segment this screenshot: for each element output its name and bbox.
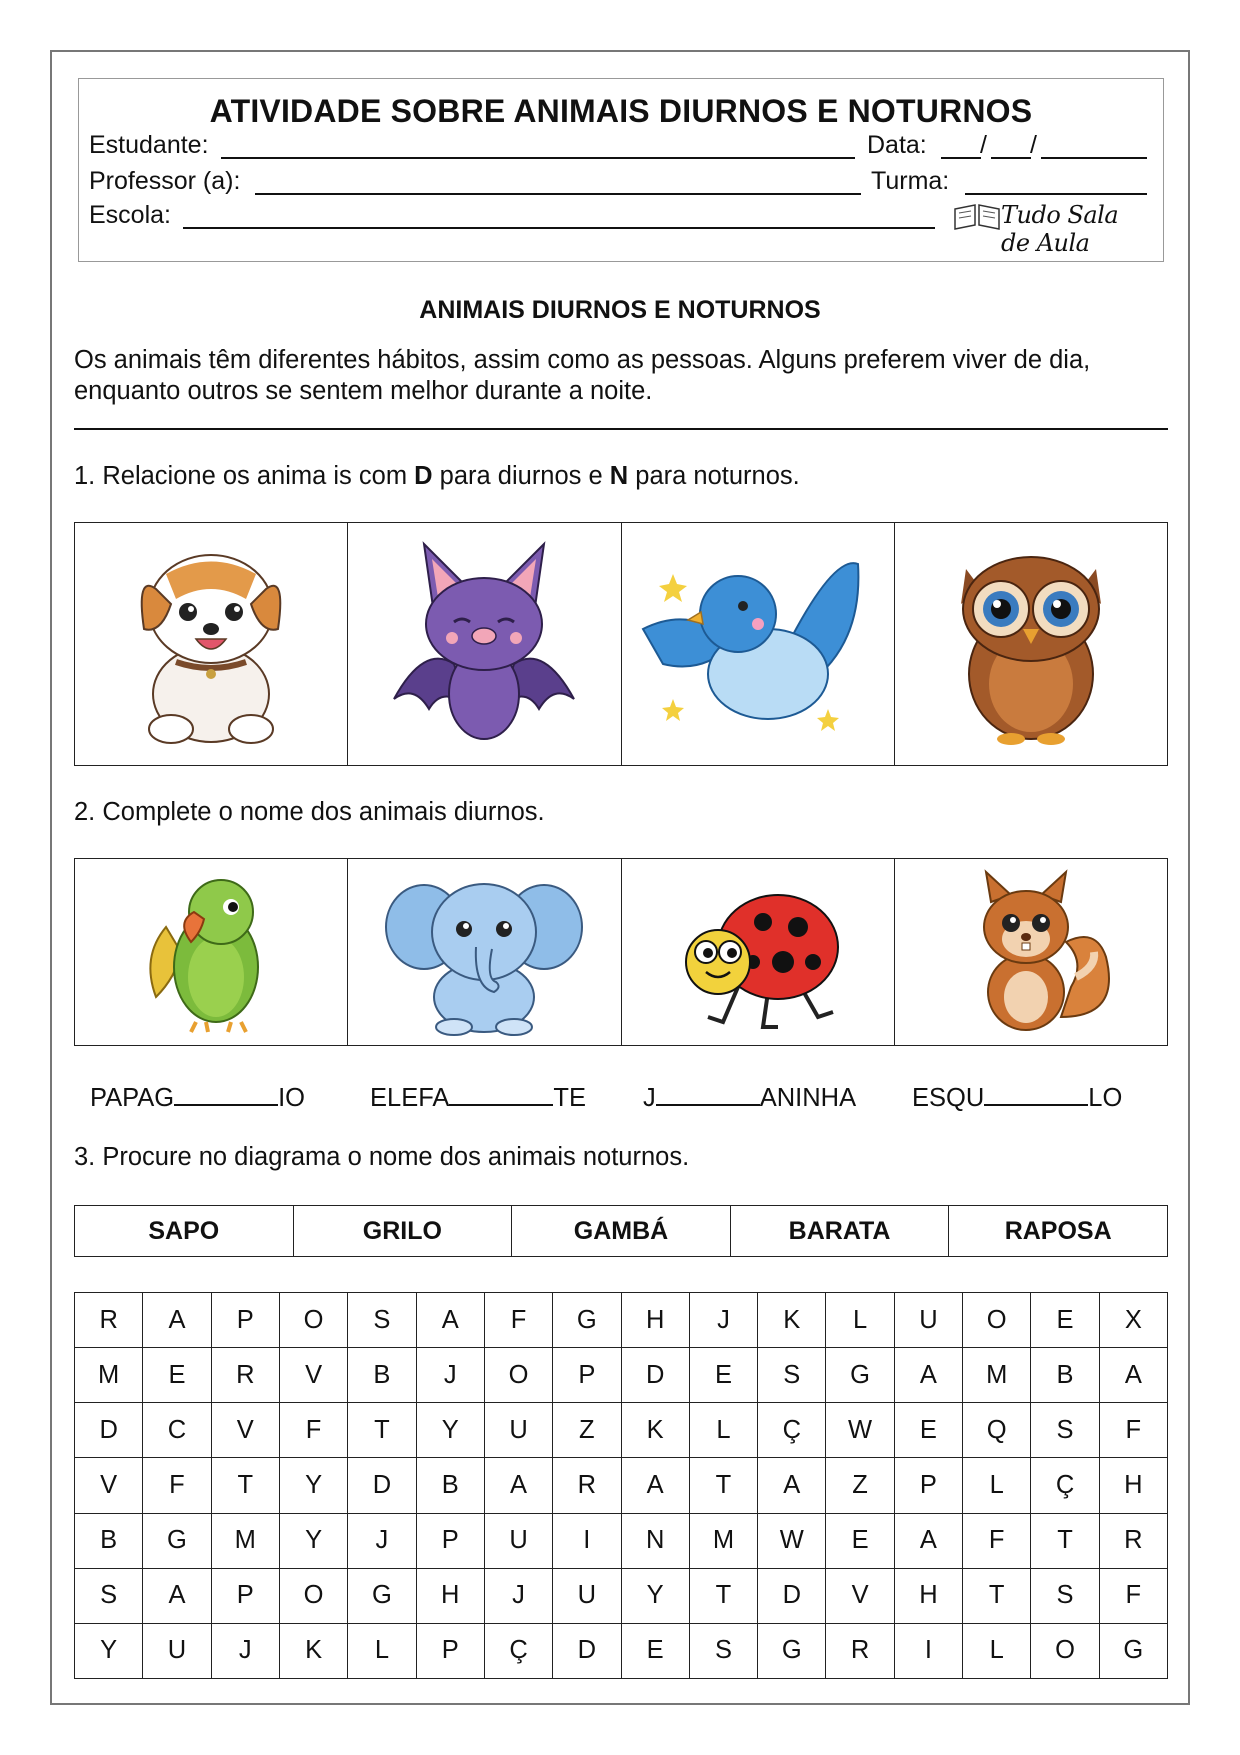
grid-cell[interactable]: U xyxy=(484,1513,552,1568)
date-label: Data: xyxy=(867,131,927,159)
fill-in-line[interactable] xyxy=(174,1082,278,1106)
word-after: ANINHA xyxy=(759,1084,857,1112)
grid-row xyxy=(75,1348,1168,1403)
grid-cell[interactable]: A xyxy=(1099,1348,1167,1403)
grid-cell[interactable]: K xyxy=(621,1403,689,1458)
grid-cell[interactable]: G xyxy=(553,1293,621,1348)
grid-row xyxy=(75,1293,1168,1348)
grid-cell[interactable]: P xyxy=(211,1568,279,1623)
grid-cell[interactable]: E xyxy=(143,1348,211,1403)
grid-cell[interactable]: G xyxy=(758,1623,826,1678)
grid-cell[interactable]: F xyxy=(143,1458,211,1513)
grid-cell[interactable]: J xyxy=(348,1513,416,1568)
grid-cell[interactable]: A xyxy=(894,1513,962,1568)
school-line[interactable] xyxy=(183,227,935,229)
question-3: 3. Procure no diagrama o nome dos animais noturnos. xyxy=(74,1143,690,1171)
fill-in-line[interactable] xyxy=(656,1082,760,1106)
grid-cell[interactable]: E xyxy=(621,1623,689,1678)
word-before: J xyxy=(643,1084,656,1112)
grid-cell[interactable]: Y xyxy=(416,1403,484,1458)
grid-cell[interactable]: G xyxy=(348,1568,416,1623)
grid-cell[interactable]: I xyxy=(894,1623,962,1678)
grid-cell[interactable]: V xyxy=(826,1568,894,1623)
grid-cell[interactable]: G xyxy=(826,1348,894,1403)
grid-cell[interactable]: M xyxy=(75,1348,143,1403)
grid-cell[interactable]: D xyxy=(75,1403,143,1458)
teacher-label: Professor (a): xyxy=(89,167,241,195)
grid-cell[interactable]: P xyxy=(416,1513,484,1568)
grid-cell[interactable]: H xyxy=(621,1293,689,1348)
fill-in-line[interactable] xyxy=(449,1082,553,1106)
q1-mid: para diurnos e xyxy=(432,462,610,490)
grid-cell[interactable]: U xyxy=(553,1568,621,1623)
word-before: ESQU xyxy=(912,1084,985,1112)
word-blank-papagaio xyxy=(90,1082,305,1113)
grid-cell[interactable]: K xyxy=(758,1293,826,1348)
student-label: Estudante: xyxy=(89,131,209,159)
grid-cell[interactable]: K xyxy=(279,1623,347,1678)
grid-cell[interactable]: D xyxy=(348,1458,416,1513)
q1-cell-bluebird[interactable] xyxy=(622,523,895,765)
grid-cell[interactable]: M xyxy=(211,1513,279,1568)
grid-cell[interactable]: L xyxy=(689,1403,757,1458)
tudo-sala-de-aula-logo xyxy=(953,199,1143,257)
word-blank-joaninha xyxy=(643,1082,856,1113)
grid-cell[interactable]: D xyxy=(621,1348,689,1403)
grid-cell[interactable]: F xyxy=(484,1293,552,1348)
grid-cell[interactable]: U xyxy=(143,1623,211,1678)
grid-cell[interactable]: T xyxy=(348,1403,416,1458)
grid-cell[interactable]: Z xyxy=(553,1403,621,1458)
grid-cell[interactable]: P xyxy=(416,1623,484,1678)
grid-cell[interactable]: G xyxy=(143,1513,211,1568)
puppy-illustration xyxy=(116,534,306,754)
grid-cell[interactable]: L xyxy=(963,1458,1031,1513)
grid-cell[interactable]: V xyxy=(279,1348,347,1403)
date-month-line[interactable] xyxy=(991,157,1031,159)
grid-row xyxy=(75,1568,1168,1623)
grid-cell[interactable]: H xyxy=(416,1568,484,1623)
grid-cell[interactable]: I xyxy=(553,1513,621,1568)
grid-cell[interactable]: O xyxy=(484,1348,552,1403)
q2-cell-elephant[interactable] xyxy=(348,859,621,1045)
header-box xyxy=(78,78,1164,262)
word-after: TE xyxy=(553,1084,586,1112)
grid-cell[interactable]: V xyxy=(211,1403,279,1458)
grid-cell[interactable]: T xyxy=(1031,1513,1099,1568)
q1-suffix: para noturnos. xyxy=(628,462,800,490)
grid-cell[interactable]: A xyxy=(484,1458,552,1513)
grid-cell[interactable]: D xyxy=(553,1623,621,1678)
grid-cell[interactable]: M xyxy=(963,1348,1031,1403)
class-label: Turma: xyxy=(871,167,950,195)
grid-cell[interactable]: B xyxy=(348,1348,416,1403)
grid-cell[interactable]: U xyxy=(484,1403,552,1458)
grid-cell[interactable]: X xyxy=(1099,1293,1167,1348)
q2-cell-squirrel[interactable] xyxy=(895,859,1167,1045)
grid-cell[interactable]: R xyxy=(553,1458,621,1513)
grid-cell[interactable]: S xyxy=(1031,1568,1099,1623)
grid-row xyxy=(75,1513,1168,1568)
q2-word-blanks xyxy=(74,1082,1168,1118)
grid-cell[interactable]: O xyxy=(1031,1623,1099,1678)
grid-cell[interactable]: O xyxy=(279,1568,347,1623)
grid-cell[interactable]: Ç xyxy=(1031,1458,1099,1513)
bluebird-illustration xyxy=(633,534,883,754)
elephant-illustration xyxy=(384,867,584,1037)
grid-cell[interactable]: J xyxy=(689,1293,757,1348)
grid-cell[interactable]: V xyxy=(75,1458,143,1513)
question-2: 2. Complete o nome dos animais diurnos. xyxy=(74,798,545,826)
worksheet-title: ATIVIDADE SOBRE ANIMAIS DIURNOS E NOTURNOS xyxy=(209,93,1033,129)
bat-illustration xyxy=(374,534,594,754)
word-after: IO xyxy=(278,1084,306,1112)
date-day-line[interactable] xyxy=(941,157,981,159)
word-search-grid xyxy=(74,1292,1168,1679)
q1-cell-owl[interactable] xyxy=(895,523,1167,765)
grid-cell[interactable]: E xyxy=(826,1513,894,1568)
intro-text: Os animais têm diferentes hábitos, assim como as pessoas. Alguns preferem viver de dia, enquanto outros se sentem melhor durante a noite. xyxy=(74,346,1091,405)
grid-cell[interactable]: Y xyxy=(75,1623,143,1678)
grid-cell[interactable]: D xyxy=(758,1568,826,1623)
student-line[interactable] xyxy=(221,157,855,159)
grid-cell[interactable]: A xyxy=(758,1458,826,1513)
grid-cell[interactable]: J xyxy=(484,1568,552,1623)
grid-cell[interactable]: T xyxy=(963,1568,1031,1623)
grid-cell[interactable]: J xyxy=(211,1623,279,1678)
grid-cell[interactable]: H xyxy=(1099,1458,1167,1513)
grid-cell[interactable]: B xyxy=(75,1513,143,1568)
grid-cell[interactable]: U xyxy=(894,1293,962,1348)
grid-cell[interactable]: L xyxy=(963,1623,1031,1678)
squirrel-illustration xyxy=(946,867,1116,1037)
grid-cell[interactable]: T xyxy=(689,1568,757,1623)
logo-text: Tudo Sala de Aula xyxy=(1001,201,1119,257)
grid-cell[interactable]: A xyxy=(621,1458,689,1513)
grid-cell[interactable]: R xyxy=(826,1623,894,1678)
grid-cell[interactable]: F xyxy=(279,1403,347,1458)
word-list-item: GAMBÁ xyxy=(512,1206,731,1257)
q1-image-row xyxy=(74,522,1168,766)
word-list-item: RAPOSA xyxy=(949,1206,1168,1257)
grid-cell[interactable]: Y xyxy=(279,1458,347,1513)
q1-n: N xyxy=(609,462,629,490)
section-title: ANIMAIS DIURNOS E NOTURNOS xyxy=(419,296,821,324)
grid-cell[interactable]: R xyxy=(75,1293,143,1348)
grid-cell[interactable]: M xyxy=(689,1513,757,1568)
grid-cell[interactable]: E xyxy=(689,1348,757,1403)
date-slash: / xyxy=(1030,131,1037,159)
grid-cell[interactable]: G xyxy=(1099,1623,1167,1678)
grid-cell[interactable]: F xyxy=(963,1513,1031,1568)
grid-cell[interactable]: P xyxy=(894,1458,962,1513)
grid-cell[interactable]: S xyxy=(348,1293,416,1348)
grid-cell[interactable]: F xyxy=(1099,1403,1167,1458)
teacher-line[interactable] xyxy=(255,193,861,195)
q1-cell-puppy[interactable] xyxy=(75,523,348,765)
word-blank-elefante xyxy=(370,1082,586,1113)
word-list-table xyxy=(74,1205,1168,1257)
grid-cell[interactable]: S xyxy=(758,1348,826,1403)
q2-cell-parrot[interactable] xyxy=(75,859,348,1045)
q1-prefix: 1. Relacione os anima is com xyxy=(74,462,415,490)
grid-cell[interactable]: J xyxy=(416,1348,484,1403)
q2-image-row xyxy=(74,858,1168,1046)
word-after: LO xyxy=(1088,1084,1123,1112)
grid-cell[interactable]: Q xyxy=(963,1403,1031,1458)
school-label: Escola: xyxy=(89,201,171,229)
grid-cell[interactable]: Y xyxy=(279,1513,347,1568)
ladybug-illustration xyxy=(668,867,848,1037)
grid-cell[interactable]: Ç xyxy=(758,1403,826,1458)
word-list-item: BARATA xyxy=(730,1206,949,1257)
grid-cell[interactable]: E xyxy=(894,1403,962,1458)
word-before: PAPAG xyxy=(90,1084,175,1112)
grid-cell[interactable]: Y xyxy=(621,1568,689,1623)
grid-cell[interactable]: W xyxy=(826,1403,894,1458)
grid-cell[interactable]: S xyxy=(75,1568,143,1623)
grid-cell[interactable]: S xyxy=(1031,1403,1099,1458)
word-blank-esquilo xyxy=(912,1082,1122,1113)
grid-cell[interactable]: P xyxy=(211,1293,279,1348)
grid-cell[interactable]: A xyxy=(143,1568,211,1623)
date-slash: / xyxy=(980,131,987,159)
grid-cell[interactable]: O xyxy=(963,1293,1031,1348)
grid-cell[interactable]: L xyxy=(826,1293,894,1348)
question-1 xyxy=(74,462,800,491)
grid-cell[interactable]: O xyxy=(279,1293,347,1348)
word-list-item: SAPO xyxy=(75,1206,294,1257)
grid-cell[interactable]: L xyxy=(348,1623,416,1678)
grid-cell[interactable]: A xyxy=(143,1293,211,1348)
date-year-line[interactable] xyxy=(1041,157,1147,159)
grid-cell[interactable]: T xyxy=(211,1458,279,1513)
q2-cell-ladybug[interactable] xyxy=(622,859,895,1045)
grid-cell[interactable]: B xyxy=(416,1458,484,1513)
grid-cell[interactable]: T xyxy=(689,1458,757,1513)
student-row xyxy=(89,131,1147,161)
owl-illustration xyxy=(941,534,1121,754)
separator-line xyxy=(74,428,1168,430)
grid-cell[interactable]: C xyxy=(143,1403,211,1458)
grid-cell[interactable]: P xyxy=(553,1348,621,1403)
grid-cell[interactable]: S xyxy=(689,1623,757,1678)
grid-cell[interactable]: A xyxy=(416,1293,484,1348)
grid-cell[interactable]: R xyxy=(1099,1513,1167,1568)
class-line[interactable] xyxy=(965,193,1147,195)
grid-cell[interactable]: E xyxy=(1031,1293,1099,1348)
q1-d: D xyxy=(414,462,433,490)
parrot-illustration xyxy=(136,867,286,1037)
word-list-item: GRILO xyxy=(293,1206,512,1257)
grid-cell[interactable]: Z xyxy=(826,1458,894,1513)
grid-row xyxy=(75,1623,1168,1678)
word-before: ELEFA xyxy=(370,1084,450,1112)
grid-cell[interactable]: W xyxy=(758,1513,826,1568)
grid-cell[interactable]: H xyxy=(894,1568,962,1623)
fill-in-line[interactable] xyxy=(984,1082,1088,1106)
grid-row xyxy=(75,1458,1168,1513)
grid-cell[interactable]: B xyxy=(1031,1348,1099,1403)
teacher-row xyxy=(89,167,1147,197)
open-book-icon xyxy=(953,199,1001,235)
grid-cell[interactable]: R xyxy=(211,1348,279,1403)
q1-cell-bat[interactable] xyxy=(348,523,621,765)
grid-cell[interactable]: A xyxy=(894,1348,962,1403)
grid-cell[interactable]: N xyxy=(621,1513,689,1568)
grid-cell[interactable]: F xyxy=(1099,1568,1167,1623)
grid-cell[interactable]: Ç xyxy=(484,1623,552,1678)
grid-row xyxy=(75,1403,1168,1458)
